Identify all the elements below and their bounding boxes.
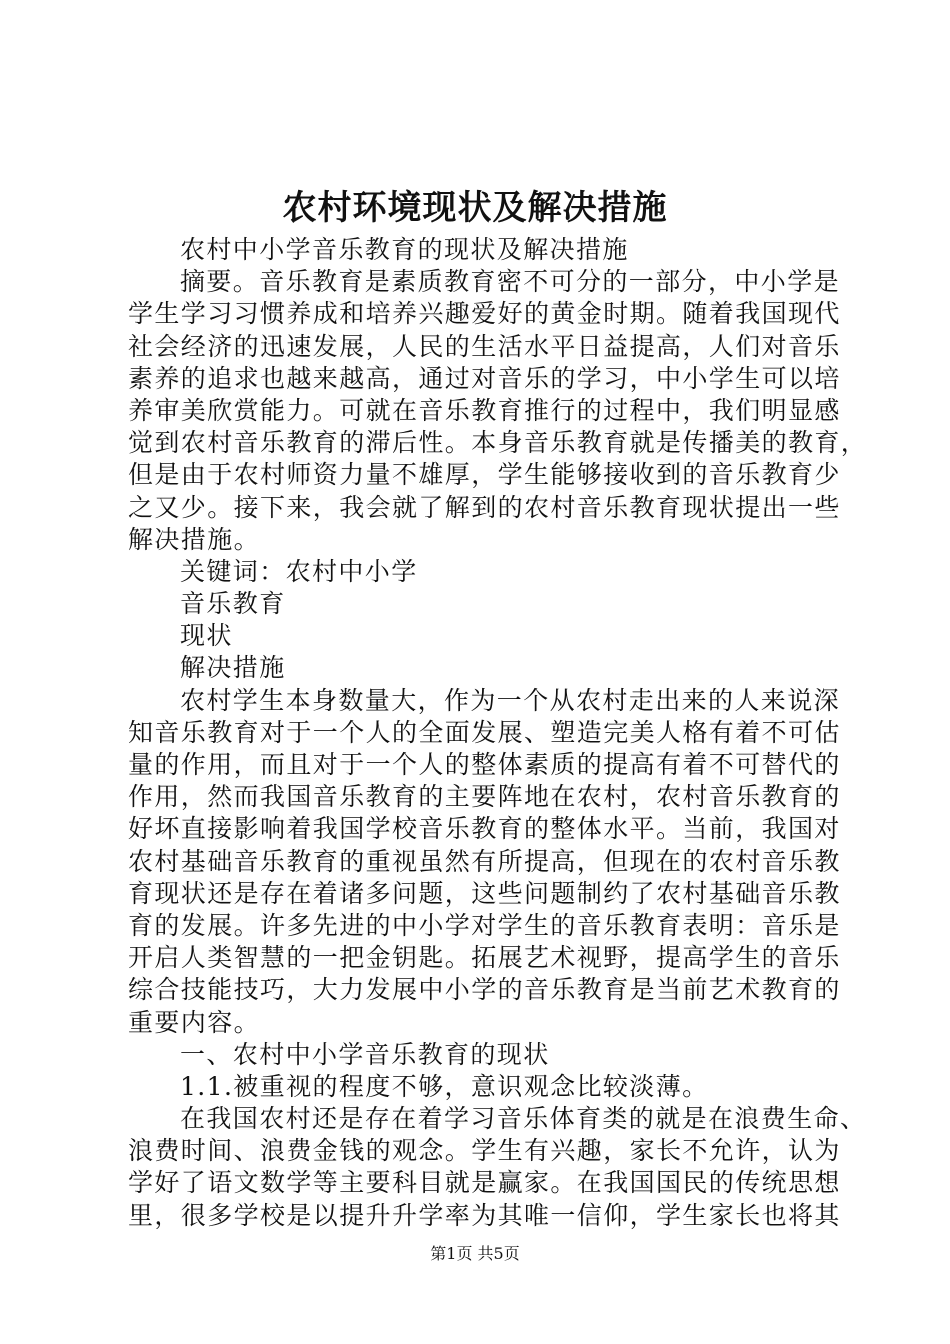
text-line: 摘要。音乐教育是素质教育密不可分的一部分，中小学是: [180, 267, 841, 297]
text-line: 知音乐教育对于一个人的全面发展、塑造完美人格有着不可估: [128, 717, 841, 747]
text-line: 觉到农村音乐教育的滞后性。本身音乐教育就是传播美的教育，: [128, 428, 868, 458]
text-line: 1.1.被重视的程度不够，意识观念比较淡薄。: [180, 1071, 709, 1101]
text-line: 社会经济的迅速发展，人民的生活水平日益提高，人们对音乐: [128, 331, 841, 361]
text-line: 农村学生本身数量大，作为一个从农村走出来的人来说深: [180, 685, 841, 715]
text-line: 解决措施: [180, 653, 286, 683]
document-title: 农村环境现状及解决措施: [282, 188, 668, 228]
text-line: 但是由于农村师资力量不雄厚，学生能够接收到的音乐教育少: [128, 460, 841, 490]
text-line: 素养的追求也越来越高，通过对音乐的学习，中小学生可以培: [128, 363, 841, 393]
text-line: 在我国农村还是存在着学习音乐体育类的就是在浪费生命、: [180, 1104, 867, 1134]
text-line: 养审美欣赏能力。可就在音乐教育推行的过程中，我们明显感: [128, 395, 841, 425]
text-line: 重要内容。: [128, 1007, 261, 1037]
text-line: 育的发展。许多先进的中小学对学生的音乐教育表明：音乐是: [128, 910, 841, 940]
text-line: 关键词：农村中小学: [180, 556, 418, 586]
text-line: 学好了语文数学等主要科目就是赢家。在我国国民的传统思想: [128, 1168, 841, 1198]
text-line: 一、农村中小学音乐教育的现状: [180, 1039, 550, 1069]
text-line: 学生学习习惯养成和培养兴趣爱好的黄金时期。随着我国现代: [128, 299, 841, 329]
text-line: 综合技能技巧，大力发展中小学的音乐教育是当前艺术教育的: [128, 975, 841, 1005]
text-line: 解决措施。: [128, 524, 261, 554]
text-line: 开启人类智慧的一把金钥匙。拓展艺术视野，提高学生的音乐: [128, 943, 841, 973]
text-line: 农村基础音乐教育的重视虽然有所提高，但现在的农村音乐教: [128, 846, 841, 876]
text-line: 育现状还是存在着诸多问题，这些问题制约了农村基础音乐教: [128, 878, 841, 908]
text-line: 作用，然而我国音乐教育的主要阵地在农村，农村音乐教育的: [128, 782, 841, 812]
text-line: 里，很多学校是以提升升学率为其唯一信仰，学生家长也将其: [128, 1200, 841, 1230]
text-line: 音乐教育: [180, 589, 286, 619]
document-body: [128, 234, 868, 1232]
page-footer: 第1页 共5页: [430, 1244, 520, 1263]
text-line: 现状: [180, 621, 233, 651]
text-line: 量的作用，而且对于一个人的整体素质的提高有着不可替代的: [128, 750, 841, 779]
text-line: 浪费时间、浪费金钱的观念。学生有兴趣，家长不允许，认为: [128, 1136, 841, 1166]
text-line: 之又少。接下来，我会就了解到的农村音乐教育现状提出一些: [128, 492, 841, 522]
text-line: 农村中小学音乐教育的现状及解决措施: [180, 235, 629, 264]
text-line: 好坏直接影响着我国学校音乐教育的整体水平。当前，我国对: [128, 814, 841, 844]
